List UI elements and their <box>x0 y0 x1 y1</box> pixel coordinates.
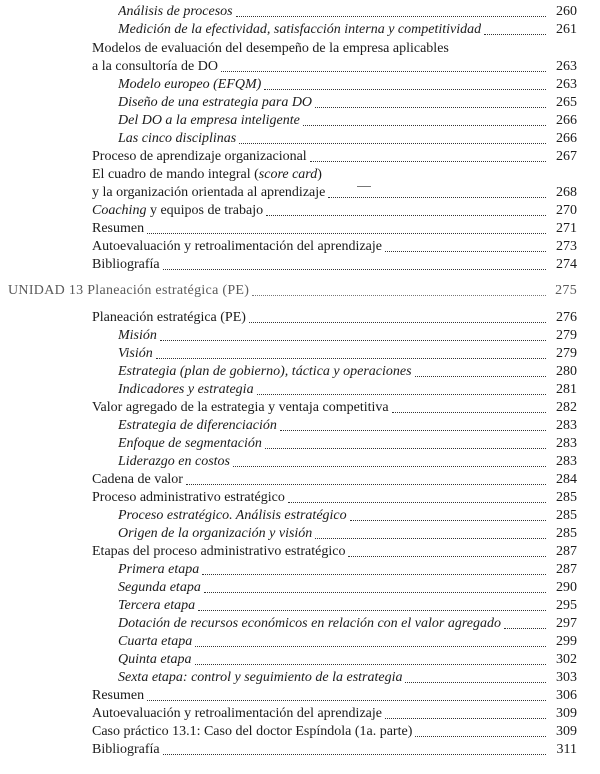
toc-entry-title: Modelo europeo (EFQM) <box>118 77 262 92</box>
toc-page-number: 283 <box>556 418 577 433</box>
toc-entry-title: Bibliografía <box>92 257 160 272</box>
dot-leader <box>303 124 546 126</box>
toc-page-number: 267 <box>556 149 577 164</box>
toc-page-number: 270 <box>556 203 577 218</box>
toc-entry <box>118 130 577 148</box>
toc-page-number: 283 <box>556 454 577 469</box>
toc-page-number: 279 <box>556 346 577 361</box>
toc-entry <box>118 363 577 381</box>
toc-page-number: 306 <box>556 688 577 703</box>
toc-entry-title: Cadena de valor <box>92 472 183 487</box>
toc-page-number: 285 <box>556 508 577 523</box>
toc-entry-title: Segunda etapa <box>118 580 201 595</box>
toc-page-number: 280 <box>556 364 577 379</box>
toc-page-number: 266 <box>556 113 577 128</box>
toc-entry-title: Dotación de recursos económicos en relación con el valor agregado <box>118 616 501 631</box>
toc-page-number: 279 <box>556 328 577 343</box>
toc-entry <box>118 345 577 363</box>
toc-entry <box>92 184 577 202</box>
toc-entry <box>92 471 577 489</box>
toc-page-number: 302 <box>556 652 577 667</box>
toc-entry-title: Enfoque de segmentación <box>118 436 262 451</box>
toc-entry <box>92 256 577 274</box>
toc-page-number: 281 <box>556 382 577 397</box>
toc-entry-title: Proceso estratégico. Análisis estratégico <box>118 508 347 523</box>
toc-entry <box>118 76 577 94</box>
toc-entry <box>118 327 577 345</box>
toc-page-number: 303 <box>556 670 577 685</box>
dot-leader <box>484 33 546 35</box>
toc-entry <box>118 453 577 471</box>
toc-page-number: 284 <box>556 472 577 487</box>
dot-leader <box>160 339 546 341</box>
toc-page-number: 263 <box>556 59 577 74</box>
toc-entry-title: Las cinco disciplinas <box>118 131 237 146</box>
dot-leader <box>147 699 546 701</box>
toc-entry <box>118 3 577 21</box>
dot-leader <box>202 573 546 575</box>
toc-entry <box>92 489 577 507</box>
dot-leader <box>385 250 546 252</box>
toc-entry <box>92 148 577 166</box>
dot-leader <box>156 357 546 359</box>
dot-leader <box>350 519 546 521</box>
dot-leader <box>266 214 546 216</box>
toc-entry-title: Coaching y equipos de trabajo <box>92 203 264 218</box>
toc-page-number: 311 <box>556 742 577 757</box>
toc-page-number: 309 <box>556 724 577 739</box>
toc-entry <box>118 633 577 651</box>
toc-entry <box>92 220 577 238</box>
dot-leader <box>392 411 546 413</box>
dot-leader <box>288 501 546 503</box>
toc-entry <box>92 40 577 58</box>
toc-entry <box>118 615 577 633</box>
toc-entry-title: Planeación estratégica (PE) <box>92 310 246 325</box>
toc-entry <box>92 723 577 741</box>
toc-entry-title: Indicadores y estrategia <box>118 382 254 397</box>
dot-leader <box>195 663 547 665</box>
toc-entry <box>118 94 577 112</box>
toc-entry <box>92 705 577 723</box>
dot-leader <box>257 393 546 395</box>
toc-page-number: 275 <box>555 283 577 298</box>
toc-entry <box>92 687 577 705</box>
dot-leader <box>163 753 546 755</box>
toc-entry-title: Bibliografía <box>92 742 160 757</box>
toc-entry-title: Resumen <box>92 688 145 703</box>
toc-entry <box>118 525 577 543</box>
toc-entry-title: Estrategia de diferenciación <box>118 418 277 433</box>
toc-page-number: 274 <box>556 257 577 272</box>
toc-entry <box>92 309 577 327</box>
toc-entry-title: Autoevaluación y retroalimentación del aprendizaje <box>92 239 382 254</box>
toc-entry <box>118 579 577 597</box>
toc-page-number: 266 <box>556 131 577 146</box>
dot-leader <box>452 53 546 54</box>
toc-entry <box>118 417 577 435</box>
toc-entry-title: El cuadro de mando integral (score card) <box>92 167 322 182</box>
toc-entry-title: a la consultoría de DO <box>92 59 218 74</box>
toc-entry-title: Primera etapa <box>118 562 200 577</box>
toc-entry-title: Tercera etapa <box>118 598 196 613</box>
toc-page-number: 282 <box>556 400 577 415</box>
toc-entry <box>118 435 577 453</box>
toc-entry-title: Proceso de aprendizaje organizacional <box>92 149 307 164</box>
dot-leader <box>249 321 546 323</box>
toc-entry <box>118 597 577 615</box>
dot-leader <box>415 735 546 737</box>
toc-entry-title: Liderazgo en costos <box>118 454 230 469</box>
toc-entry-title: Visión <box>118 346 153 361</box>
toc-entry <box>118 381 577 399</box>
toc-entry <box>118 507 577 525</box>
toc-entry <box>118 561 577 579</box>
toc-entry <box>118 21 577 39</box>
dot-leader <box>198 609 546 611</box>
toc-page-number: 265 <box>556 95 577 110</box>
dot-leader <box>163 268 546 270</box>
toc-page-number: 263 <box>556 77 577 92</box>
toc-entry-title: Medición de la efectividad, satisfacción interna y competitividad <box>118 22 482 37</box>
dot-leader <box>415 375 546 377</box>
toc-page-number: 297 <box>556 616 577 631</box>
toc-page-number: 287 <box>556 562 577 577</box>
toc-page-number: 287 <box>556 544 577 559</box>
dot-leader <box>147 232 546 234</box>
toc-page-number: 299 <box>556 634 577 649</box>
toc-page-number: 271 <box>556 221 577 236</box>
toc-entry-title: Proceso administrativo estratégico <box>92 490 285 505</box>
toc-page-number: 285 <box>556 526 577 541</box>
toc-entry-title: Quinta etapa <box>118 652 192 667</box>
toc-entry-title: Sexta etapa: control y seguimiento de la estrategia <box>118 670 403 685</box>
dot-leader <box>186 483 546 485</box>
toc-page-number: 276 <box>556 310 577 325</box>
toc-page-number: 283 <box>556 436 577 451</box>
toc-entry <box>92 399 577 417</box>
toc-page-number: 260 <box>556 4 577 19</box>
toc-entry-title: Caso práctico 13.1: Caso del doctor Espíndola (1a. parte) <box>92 724 413 739</box>
dot-leader <box>221 70 546 72</box>
toc-page-number: 273 <box>556 239 577 254</box>
toc-entry-title: Autoevaluación y retroalimentación del aprendizaje <box>92 706 382 721</box>
dot-leader <box>204 591 546 593</box>
toc-page-number: 261 <box>556 22 577 37</box>
toc-page-number: 285 <box>556 490 577 505</box>
dot-leader <box>328 196 546 198</box>
dot-leader <box>405 681 546 683</box>
toc-entry-title: Valor agregado de la estrategia y ventaja competitiva <box>92 400 389 415</box>
dot-leader <box>264 88 546 90</box>
toc-entry <box>92 543 577 561</box>
toc-entry-title: y la organización orientada al aprendizaje <box>92 185 326 200</box>
dot-leader <box>315 106 546 108</box>
dot-leader <box>195 645 546 647</box>
toc-entry-title: Análisis de procesos <box>118 4 233 19</box>
toc-entry-title: Modelos de evaluación del desempeño de la empresa aplicables <box>92 41 449 56</box>
dot-leader <box>315 537 546 539</box>
dot-leader <box>504 627 546 629</box>
toc-unit-heading <box>8 282 577 300</box>
toc-entry <box>92 238 577 256</box>
toc-entry-title: UNIDAD 13 Planeación estratégica (PE) <box>8 283 250 298</box>
dot-leader <box>310 160 546 162</box>
toc-page-number: 295 <box>556 598 577 613</box>
dot-leader <box>239 142 546 144</box>
toc-entry-title: Misión <box>118 328 157 343</box>
toc-page-number: 268 <box>556 185 577 200</box>
toc-entry-title: Etapas del proceso administrativo estratégico <box>92 544 346 559</box>
toc-entry-title: Estrategia (plan de gobierno), táctica y operaciones <box>118 364 412 379</box>
toc-entry <box>92 741 577 759</box>
toc-entry-title: Cuarta etapa <box>118 634 193 649</box>
toc-entry <box>92 58 577 76</box>
toc-entry-title: Resumen <box>92 221 145 236</box>
toc-page-number: 309 <box>556 706 577 721</box>
toc-entry-title: Diseño de una estrategia para DO <box>118 95 313 110</box>
toc-entry <box>118 112 577 130</box>
toc-page-number: 290 <box>556 580 577 595</box>
toc-entry <box>92 202 577 220</box>
dot-leader <box>236 15 546 17</box>
dot-leader <box>385 717 546 719</box>
dot-leader <box>265 447 546 449</box>
toc-entry <box>118 651 577 669</box>
toc-entry-title: Del DO a la empresa inteligente <box>118 113 300 128</box>
dot-leader <box>325 179 546 180</box>
dot-leader <box>233 465 546 467</box>
dot-leader <box>348 555 546 557</box>
dot-leader <box>280 429 546 431</box>
toc-entry-title: Origen de la organización y visión <box>118 526 313 541</box>
toc-entry <box>118 669 577 687</box>
dot-leader <box>252 294 546 296</box>
toc-entry <box>92 166 577 184</box>
